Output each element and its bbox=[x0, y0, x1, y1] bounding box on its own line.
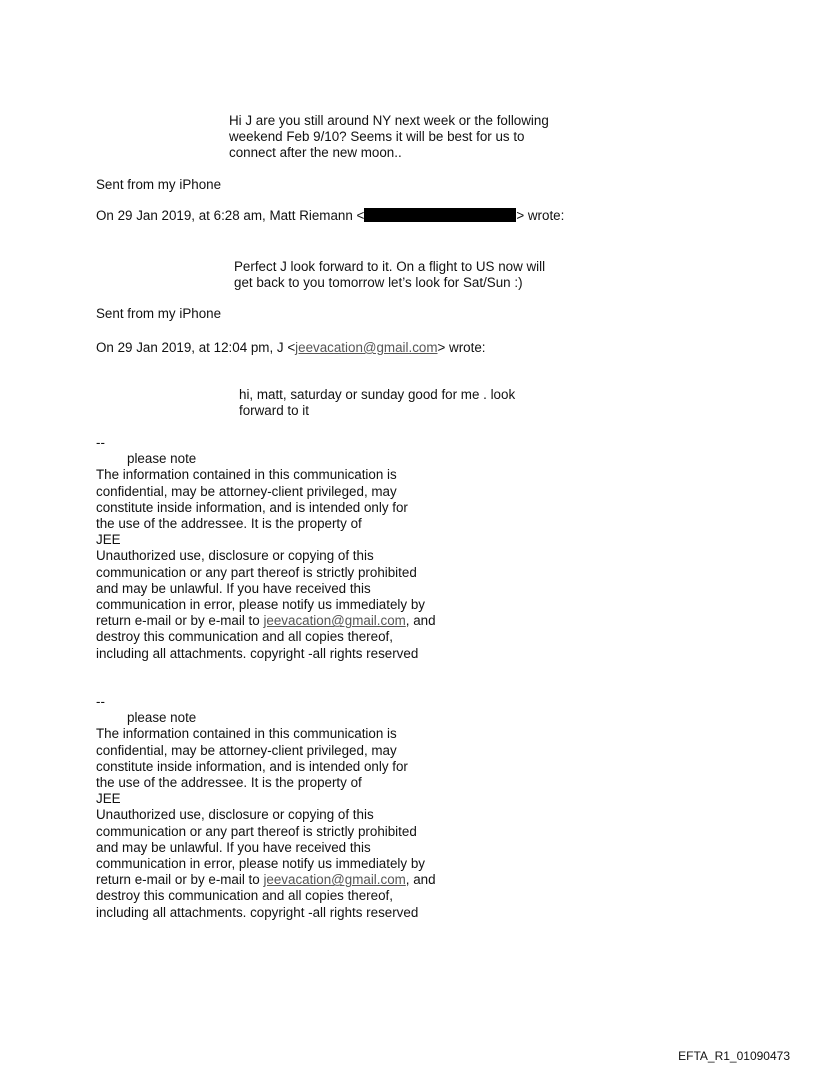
quote-header-suffix: > wrote: bbox=[437, 340, 486, 355]
disclaimer-line: confidential, may be attorney-client privileged, may bbox=[96, 742, 397, 758]
disclaimer-line: destroy this communication and all copies thereof, bbox=[96, 629, 393, 645]
signature-separator: -- bbox=[96, 435, 105, 450]
redaction-box bbox=[364, 208, 516, 222]
email-link[interactable]: jeevacation@gmail.com bbox=[263, 613, 406, 629]
disclaimer-block bbox=[96, 694, 436, 921]
disclaimer-line: destroy this communication and all copies thereof, bbox=[96, 888, 393, 904]
disclaimer-block bbox=[96, 435, 436, 662]
sent-from-signature: Sent from my iPhone bbox=[96, 306, 222, 321]
third-message bbox=[239, 387, 515, 419]
third-message-line: hi, matt, saturday or sunday good for me . look bbox=[239, 387, 516, 402]
quote-header-prefix: On 29 Jan 2019, at 12:04 pm, J < bbox=[96, 340, 296, 355]
disclaimer-line: communication or any part thereof is strictly prohibited bbox=[96, 564, 417, 580]
first-message-line: weekend Feb 9/10? Seems it will be best for us to bbox=[229, 129, 525, 145]
quote-header-2 bbox=[96, 340, 486, 356]
second-message-line: get back to you tomorrow let’s look for Sat/Sun :) bbox=[234, 275, 523, 291]
disclaimer-line: constitute inside information, and is intended only for bbox=[96, 499, 408, 515]
first-message-line: connect after the new moon.. bbox=[229, 145, 402, 161]
disclaimer-line: constitute inside information, and is intended only for bbox=[96, 758, 408, 774]
please-note-heading: please note bbox=[127, 710, 197, 726]
quote-header-suffix: > wrote: bbox=[516, 208, 565, 223]
quote-header-prefix: On 29 Jan 2019, at 6:28 am, Matt Riemann < bbox=[96, 208, 365, 223]
disclaimer-line: confidential, may be attorney-client privileged, may bbox=[96, 483, 397, 499]
third-message-line: forward to it bbox=[239, 403, 309, 419]
disclaimer-line: including all attachments. copyright -all rights reserved bbox=[96, 645, 419, 661]
sent-from-signature: Sent from my iPhone bbox=[96, 177, 222, 192]
disclaimer-line: Unauthorized use, disclosure or copying of this bbox=[96, 548, 374, 564]
signature-separator: -- bbox=[96, 694, 105, 709]
please-note-heading: please note bbox=[127, 451, 197, 467]
first-message-line: Hi J are you still around NY next week or the following bbox=[229, 113, 549, 128]
email-link[interactable]: jeevacation@gmail.com bbox=[263, 872, 406, 888]
disclaimer-return-prefix: return e-mail or by e-mail to bbox=[96, 613, 264, 629]
disclaimer-line: and may be unlawful. If you have received this bbox=[96, 839, 371, 855]
disclaimer-line: the use of the addressee. It is the property of bbox=[96, 516, 362, 532]
disclaimer-line: communication in error, please notify us immediately by bbox=[96, 597, 425, 613]
disclaimer-return-suffix: , and bbox=[405, 613, 436, 629]
second-message bbox=[234, 259, 545, 291]
disclaimer-line: JEE bbox=[96, 791, 121, 807]
disclaimer-line: Unauthorized use, disclosure or copying of this bbox=[96, 807, 374, 823]
first-message bbox=[229, 113, 549, 162]
disclaimer-return-suffix: , and bbox=[405, 872, 436, 888]
disclaimer-line: The information contained in this communication is bbox=[96, 726, 397, 742]
disclaimer-line: the use of the addressee. It is the property of bbox=[96, 775, 362, 791]
disclaimer-line: and may be unlawful. If you have received this bbox=[96, 580, 371, 596]
document-id: EFTA_R1_01090473 bbox=[678, 1049, 790, 1063]
disclaimer-line: The information contained in this communication is bbox=[96, 467, 397, 483]
disclaimer-line: including all attachments. copyright -all rights reserved bbox=[96, 904, 419, 920]
disclaimer-return-prefix: return e-mail or by e-mail to bbox=[96, 872, 264, 888]
email-link[interactable]: jeevacation@gmail.com bbox=[295, 340, 438, 355]
second-message-line: Perfect J look forward to it. On a flight to US now will bbox=[234, 259, 546, 274]
disclaimer-line: communication or any part thereof is strictly prohibited bbox=[96, 823, 417, 839]
disclaimer-return-line bbox=[96, 872, 436, 888]
disclaimer-line: communication in error, please notify us immediately by bbox=[96, 856, 425, 872]
quote-header-1 bbox=[96, 208, 564, 224]
disclaimer-return-line bbox=[96, 613, 436, 629]
disclaimer-line: JEE bbox=[96, 532, 121, 548]
